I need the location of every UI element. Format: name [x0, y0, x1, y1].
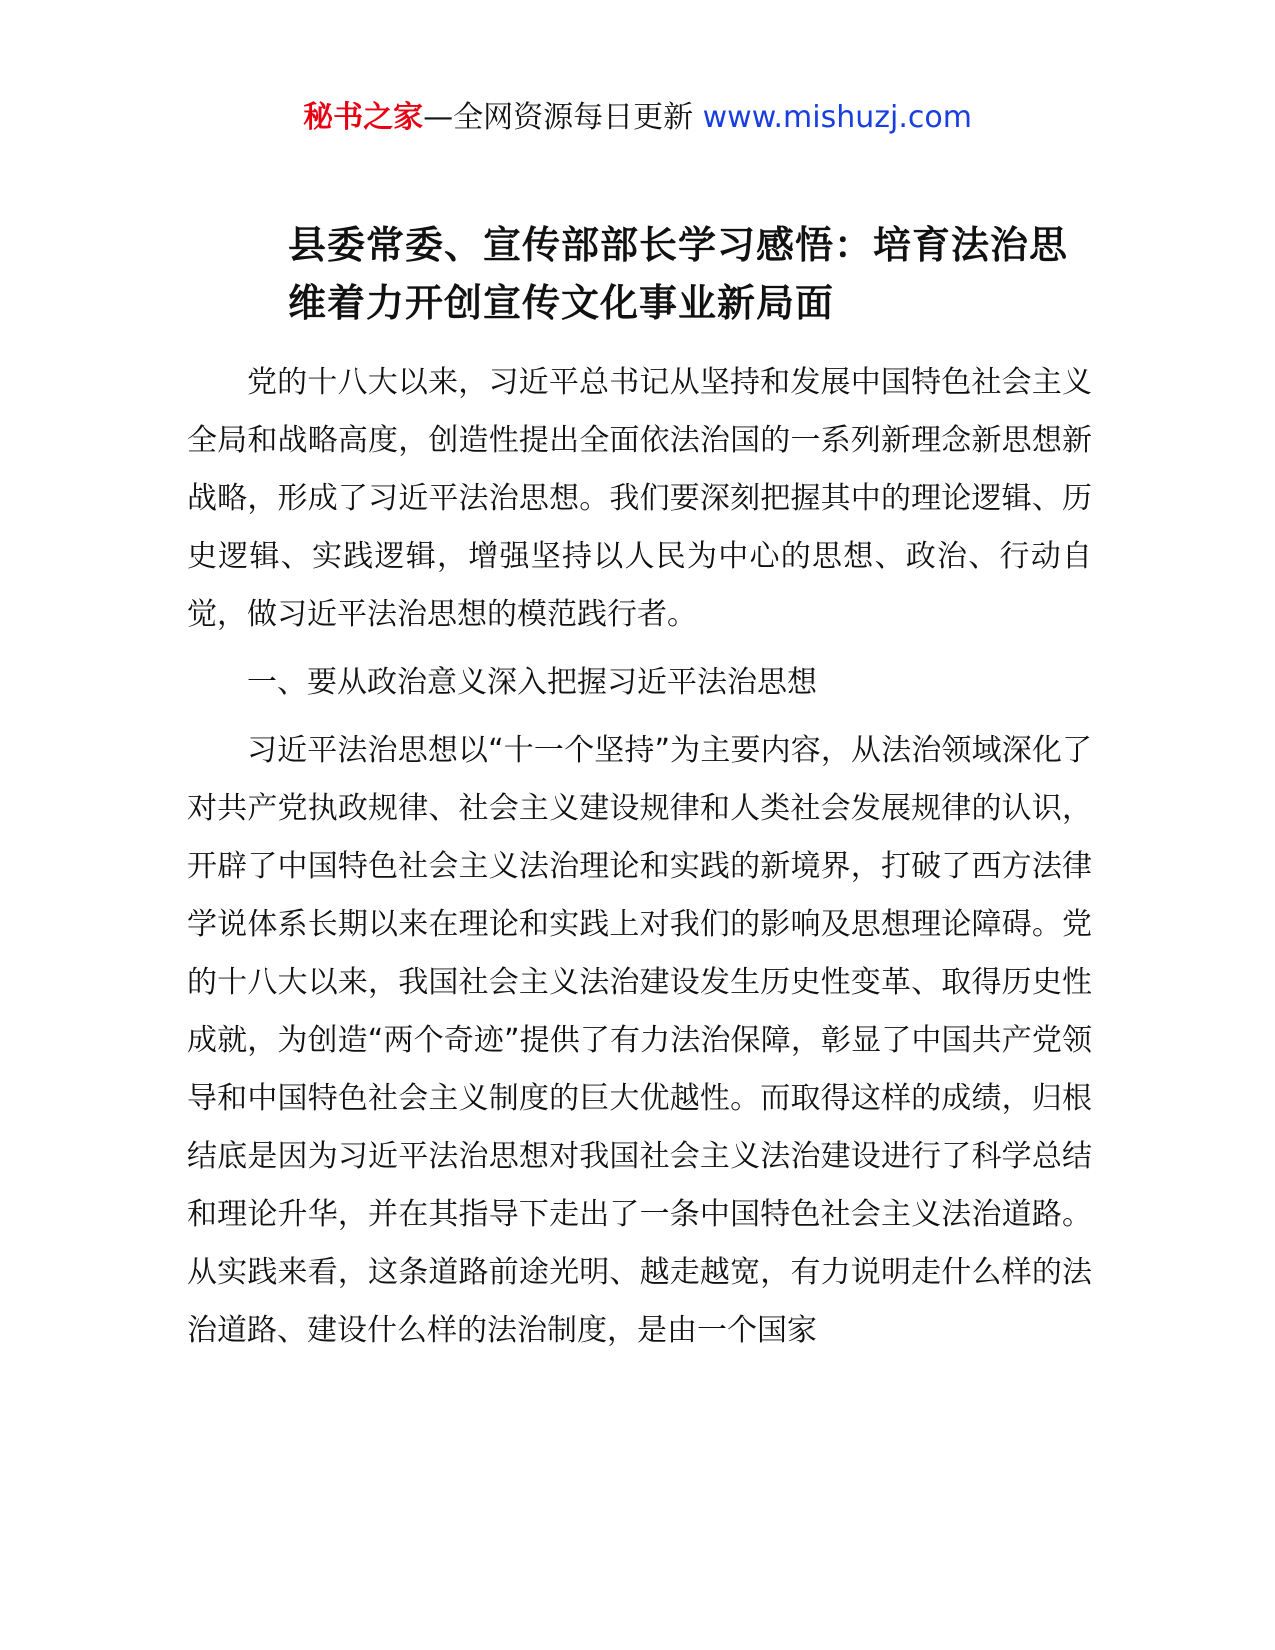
document-body [187, 354, 1092, 1360]
site-url-link[interactable]: www.mishuzj.com [702, 100, 972, 135]
site-slogan: —全网资源每日更新 [423, 100, 694, 135]
intro-paragraph: 党的十八大以来，习近平总书记从坚持和发展中国特色社会主义全局和战略高度，创造性提出全面依法治国的一系列新理念新思想新战略，形成了习近平法治思想。我们要深刻把握其中的理论逻辑、历史逻辑、实践逻辑，增强坚持以人民为中心的思想、政治、行动自觉，做习近平法治思想的模范践行者。 [187, 365, 1092, 632]
document-title: 县委常委、宣传部部长学习感悟：培育法治思维着力开创宣传文化事业新局面 [288, 223, 1069, 325]
site-brand: 秘书之家 [303, 100, 424, 135]
section-heading: 一、要从政治意义深入把握习近平法治思想 [247, 665, 817, 700]
site-header [0, 98, 1275, 138]
body-paragraph: 习近平法治思想以“十一个坚持”为主要内容，从法治领域深化了对共产党执政规律、社会主义建设规律和人类社会发展规律的认识，开辟了中国特色社会主义法治理论和实践的新境界，打破了西方法律学说体系长期以来在理论和实践上对我们的影响及思想理论障碍。党的十八大以来，我国社会主义法治建设发生历史性变革、取得历史性成就，为创造“两个奇迹”提供了有力法治保障，彰显了中国共产党领导和中国特色社会主义制度的巨大优越性。而取得这样的成绩，归根结底是因为习近平法治思想对我国社会主义法治建设进行了科学总结和理论升华，并在其指导下走出了一条中国特色社会主义法治道路。从实践来看，这条道路前途光明、越走越宽，有力说明走什么样的法治道路、建设什么样的法治制度，是由一个国家 [187, 733, 1092, 1348]
